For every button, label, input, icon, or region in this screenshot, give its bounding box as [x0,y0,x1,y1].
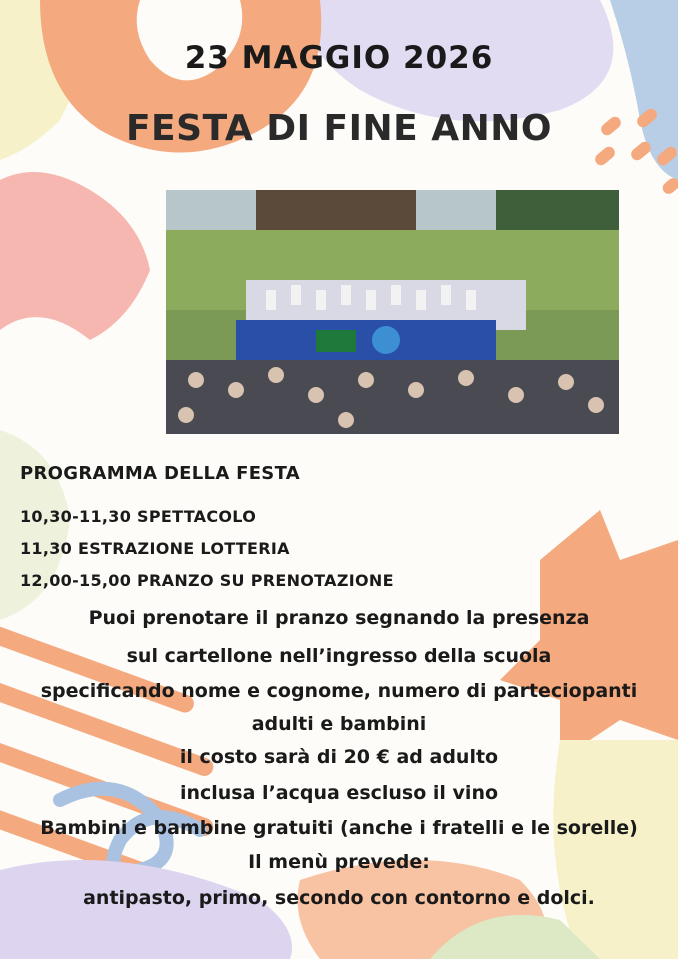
school-performance-photo [166,190,619,434]
program-item: 12,00-15,00 PRANZO SU PRENOTAZIONE [20,571,394,590]
info-line: Bambini e bambine gratuiti (anche i fratelli e le sorelle) [40,817,638,839]
info-line: adulti e bambini [251,713,427,735]
info-line: Puoi prenotare il pranzo segnando la presenza [88,607,590,629]
program-item: 10,30-11,30 SPETTACOLO [20,507,257,526]
program-item: 11,30 ESTRAZIONE LOTTERIA [20,539,290,558]
info-line: sul cartellone nell’ingresso della scuola [126,645,552,667]
event-date: 23 MAGGIO 2026 [184,40,494,76]
info-line: inclusa l’acqua escluso il vino [179,782,499,804]
page-title: FESTA DI FINE ANNO [125,108,553,149]
info-line: il costo sarà di 20 € ad adulto [179,746,499,768]
info-line: specificando nome e cognome, numero di parteciopanti [40,680,638,702]
info-line: antipasto, primo, secondo con contorno e dolci. [83,887,595,909]
info-line: Il menù prevede: [248,851,430,873]
program-title: PROGRAMMA DELLA FESTA [20,463,300,484]
